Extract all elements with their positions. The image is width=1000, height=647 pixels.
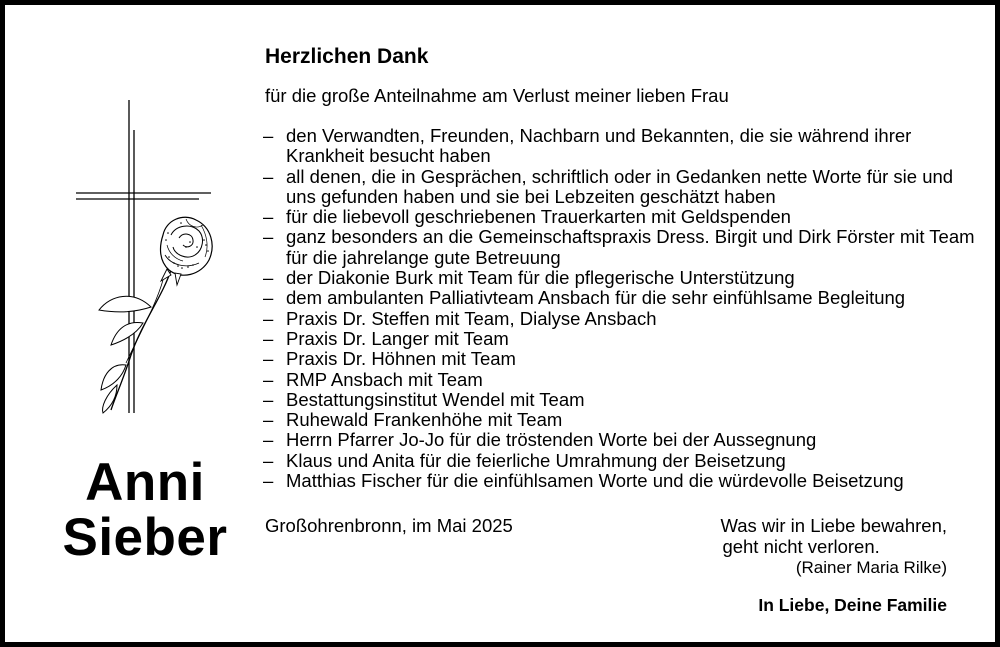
deceased-first-name: Anni (85, 453, 205, 512)
dash-marker: – (263, 368, 274, 390)
dash-marker: – (263, 327, 274, 349)
intro-text: für die große Anteilnahme am Verlust meiner lieben Frau (265, 85, 729, 106)
dash-marker: – (263, 206, 274, 228)
dash-marker: – (263, 307, 274, 329)
dash-marker: – (263, 348, 274, 370)
dash-marker: – (263, 388, 274, 410)
dash-marker: – (263, 429, 274, 451)
list-item: – Bestattungsinstitut Wendel mit Team (263, 388, 585, 410)
dash-marker: – (263, 470, 274, 492)
dash-marker: – (263, 267, 274, 289)
list-item: – RMP Ansbach mit Team (263, 368, 483, 390)
heading: Herzlichen Dank (265, 45, 429, 68)
dash-marker: – (263, 165, 274, 187)
list-item: – ganz besonders an die Gemeinschaftspraxis Dress. Birgit und Dirk Förster mit Team für die jahrelange gute Betreuung (263, 226, 975, 268)
list-item: – Ruhewald Frankenhöhe mit Team (263, 409, 563, 431)
deceased-last-name: Sieber (62, 508, 228, 567)
quote-block (720, 515, 947, 578)
quote-author: (Rainer Maria Rilke) (795, 558, 947, 577)
list-item: – für die liebevoll geschriebenen Trauerkarten mit Geldspenden (263, 206, 791, 228)
quote-line-1: Was wir in Liebe bewahren, (720, 515, 947, 536)
dash-marker: – (263, 287, 274, 309)
list-item: – der Diakonie Burk mit Team für die pflegerische Unterstützung (263, 267, 795, 289)
dash-marker: – (263, 409, 274, 431)
dash-marker: – (263, 226, 274, 248)
list-item: – dem ambulanten Palliativteam Ansbach für die sehr einfühlsame Begleitung (263, 287, 906, 309)
dash-marker: – (263, 125, 274, 146)
list-item: – all denen, die in Gesprächen, schriftlich oder in Gedanken nette Worte für sie und uns gefunden haben und sie bei Lebzeiten geschätzt haben (263, 165, 954, 207)
quote-line-2: geht nicht verloren. (722, 536, 880, 557)
list-item: – Matthias Fischer für die einfühlsamen Worte und die würdevolle Beisetzung (263, 470, 904, 492)
list-item: – den Verwandten, Freunden, Nachbarn und Bekannten, die sie während ihrer Krankheit besucht haben (263, 125, 912, 167)
dash-marker: – (263, 449, 274, 471)
cross-with-rose-icon (71, 95, 221, 415)
list-item: – Herrn Pfarrer Jo-Jo für die tröstenden Worte bei der Aussegnung (263, 429, 817, 451)
thanks-list (263, 126, 983, 491)
signature: In Liebe, Deine Familie (758, 595, 947, 615)
list-item: – Klaus und Anita für die feierliche Umrahmung der Beisetzung (263, 449, 786, 471)
list-item: – Praxis Dr. Höhnen mit Team (263, 348, 516, 370)
list-item: – Praxis Dr. Steffen mit Team, Dialyse Ansbach (263, 307, 657, 329)
place-and-date: Großohrenbronn, im Mai 2025 (265, 515, 513, 536)
list-item: – Praxis Dr. Langer mit Team (263, 327, 509, 349)
